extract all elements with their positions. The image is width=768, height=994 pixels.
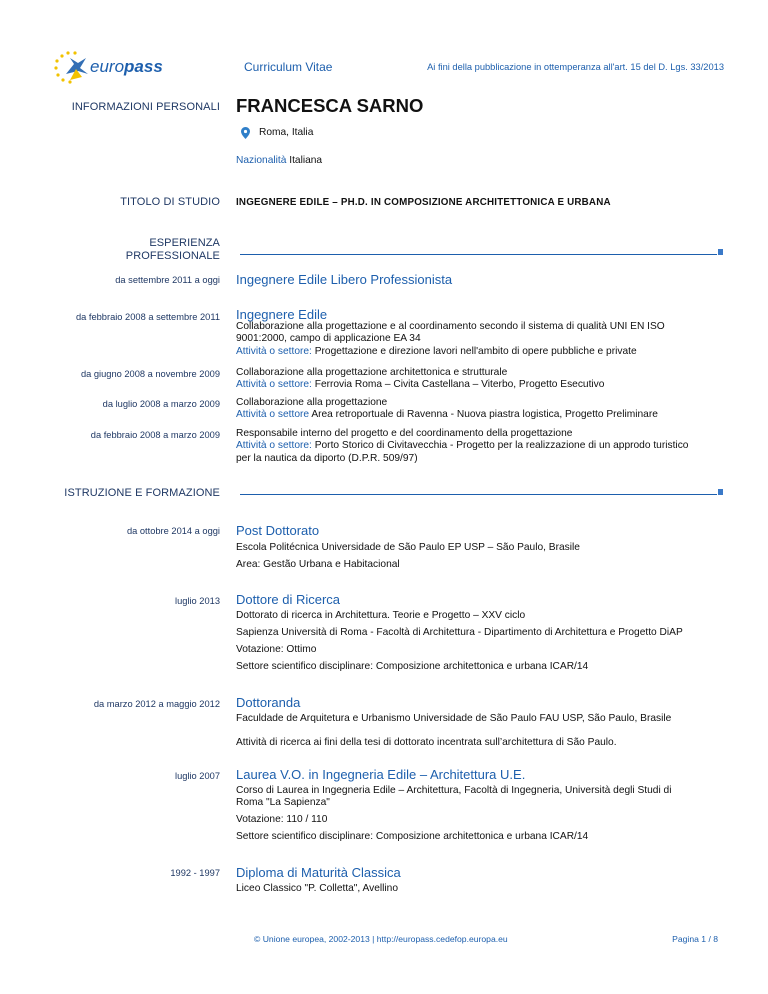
edu-line-2-3: Votazione: Ottimo	[236, 644, 317, 655]
nationality-label: Nazionalità	[236, 155, 287, 166]
nationality-value: Italiana	[289, 155, 323, 166]
exp-sector-value-4: Area retroportuale di Ravenna - Nuova piastra logistica, Progetto Preliminare	[311, 409, 658, 421]
section-label-education: ISTRUZIONE E FORMAZIONE	[64, 487, 220, 499]
exp-role-2: Ingegnere Edile	[236, 307, 328, 322]
exp-sector-label-4: Attività o settore	[236, 409, 310, 421]
exp-desc-4-line-1: Collaborazione alla progettazione	[236, 397, 388, 408]
degree-title: INGEGNERE EDILE – PH.D. IN COMPOSIZIONE ARCHITETTONICA E URBANA	[236, 197, 611, 208]
exp-sector-4	[236, 409, 736, 421]
doc-title: Curriculum Vitae	[244, 60, 333, 74]
edu-line-4-2: Roma "La Sapienza"	[236, 797, 330, 808]
edu-date-1: da ottobre 2014 a oggi	[126, 526, 220, 536]
edu-line-5-1: Liceo Classico "P. Colletta", Avellino	[236, 883, 399, 894]
section-label-personal: INFORMAZIONI PERSONALI	[71, 101, 220, 113]
edu-line-2-2: Sapienza Università di Roma - Facoltà di Architettura - Dipartimento di Architettura e Progetto DiAP	[236, 627, 683, 638]
exp-desc-5	[236, 428, 736, 465]
exp-date-2: da febbraio 2008 a settembre 2011	[75, 312, 220, 322]
exp-sector-3	[236, 379, 736, 391]
edu-line-2-4: Settore scientifico disciplinare: Composizione architettonica e urbana ICAR/14	[236, 661, 589, 672]
exp-sector-value-2: Progettazione e direzione lavori nell'ambito di opere pubbliche e private	[314, 345, 637, 357]
education-divider	[240, 494, 717, 495]
exp-date-5: da febbraio 2008 a marzo 2009	[90, 430, 220, 440]
exp-desc-2	[236, 321, 736, 358]
edu-title-2: Dottore di Ricerca	[236, 592, 341, 607]
experience-divider	[240, 254, 717, 255]
section-label-experience-1: ESPERIENZA	[149, 237, 220, 249]
edu-title-4: Laurea V.O. in Ingegneria Edile – Architettura U.E.	[236, 767, 526, 782]
edu-date-4: luglio 2007	[175, 771, 220, 781]
exp-sector-2	[236, 346, 736, 358]
exp-date-1: da settembre 2011 a oggi	[115, 275, 220, 285]
exp-sector-value-3: Ferrovia Roma – Civita Castellana – Viterbo, Progetto Esecutivo	[314, 379, 605, 391]
edu-date-3: da marzo 2012 a maggio 2012	[93, 699, 220, 709]
footer-copyright: © Unione europea, 2002-2013 | http://europass.cedefop.europa.eu	[254, 934, 508, 944]
map-pin-icon	[241, 127, 250, 139]
exp-desc-3	[236, 367, 736, 392]
exp-sector-value-5: Porto Storico di Civitavecchia - Progetto per la realizzazione di un approdo turistico	[314, 440, 689, 452]
edu-line-4-4: Settore scientifico disciplinare: Composizione architettonica e urbana ICAR/14	[236, 831, 589, 842]
logo-text-pass: pass	[124, 57, 163, 76]
edu-date-5: 1992 - 1997	[170, 868, 220, 878]
footer-page-number: Pagina 1 / 8	[672, 934, 718, 944]
europass-logo-icon	[52, 50, 92, 86]
exp-desc-5-line-1: Responsabile interno del progetto e del coordinamento della progettazione	[236, 428, 573, 439]
location-text: Roma, Italia	[259, 127, 314, 138]
europass-logo	[52, 50, 162, 86]
edu-title-3: Dottoranda	[236, 695, 301, 710]
exp-desc-4	[236, 397, 736, 422]
exp-sector-label-5: Attività o settore:	[236, 440, 312, 452]
legal-note: Ai fini della pubblicazione in ottemperanza all'art. 15 del D. Lgs. 33/2013	[427, 62, 724, 72]
edu-line-4-1: Corso di Laurea in Ingegneria Edile – Architettura, Facoltà di Ingegneria, Università degli Studi di	[236, 785, 672, 796]
exp-desc-2-line-1: Collaborazione alla progettazione e al coordinamento secondo il sistema di qualità UNI EN ISO	[236, 321, 665, 332]
nationality-row	[236, 155, 322, 166]
edu-title-1: Post Dottorato	[236, 523, 320, 538]
section-label-experience-2: PROFESSIONALE	[125, 250, 220, 262]
edu-line-1-1: Escola Politécnica Universidade de São Paulo EP USP – São Paulo, Brasile	[236, 542, 580, 553]
experience-divider-marker	[718, 249, 723, 255]
edu-line-2-1: Dottorato di ricerca in Architettura. Teorie e Progetto – XXV ciclo	[236, 610, 526, 621]
exp-sector-label-2: Attività o settore:	[236, 345, 312, 357]
edu-line-4-3: Votazione: 110 / 110	[236, 814, 328, 825]
exp-desc-3-line-1: Collaborazione alla progettazione architettonica e strutturale	[236, 367, 508, 378]
edu-title-5: Diploma di Maturità Classica	[236, 865, 401, 880]
exp-date-4: da luglio 2008 a marzo 2009	[102, 399, 220, 409]
exp-desc-2-line-2: 9001:2000, campo di applicazione EA 34	[236, 333, 421, 345]
education-divider-marker	[718, 489, 723, 495]
edu-line-3-2: Attività di ricerca ai fini della tesi di dottorato incentrata sull’architettura di São Paulo.	[236, 737, 617, 748]
exp-sector-label-3: Attività o settore:	[236, 379, 312, 391]
exp-date-3: da giugno 2008 a novembre 2009	[80, 369, 220, 379]
edu-line-3-1: Faculdade de Arquitetura e Urbanismo Universidade de São Paulo FAU USP, São Paulo, Brasile	[236, 713, 672, 724]
candidate-name: FRANCESCA SARNO	[236, 95, 424, 116]
section-label-title: TITOLO DI STUDIO	[120, 196, 220, 208]
exp-sector-5	[236, 440, 736, 452]
edu-date-2: luglio 2013	[175, 596, 220, 606]
logo-text-euro: euro	[90, 57, 125, 76]
exp-sector-5-line-2: per la nautica da diporto (D.P.R. 509/97)	[236, 452, 418, 464]
exp-role-1: Ingegnere Edile Libero Professionista	[236, 272, 453, 287]
edu-line-1-2: Area: Gestão Urbana e Habitacional	[236, 559, 400, 570]
